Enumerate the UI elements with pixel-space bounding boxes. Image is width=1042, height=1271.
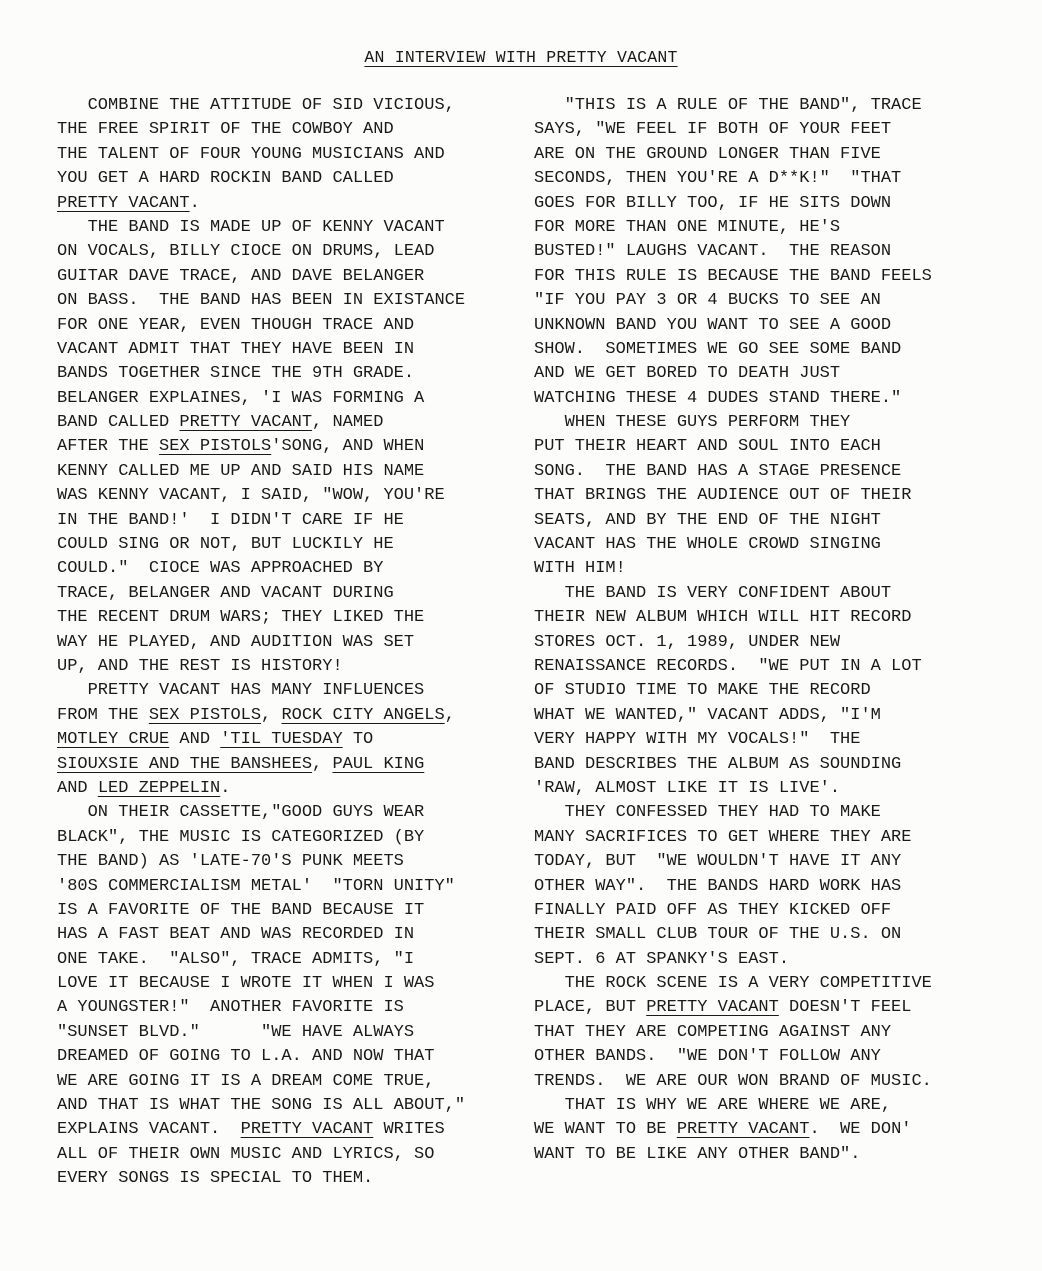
text-line xyxy=(534,143,1024,167)
text-line xyxy=(534,1094,1024,1118)
text-segment: SAYS, "WE FEEL IF BOTH OF YOUR FEET xyxy=(534,120,892,140)
text-line xyxy=(534,606,1024,630)
underlined-name: PRETTY VACANT xyxy=(57,193,190,213)
text-line xyxy=(534,996,1024,1020)
article-title xyxy=(0,48,1042,67)
text-segment: WE WANT TO BE xyxy=(534,1120,677,1140)
text-segment: WHEN THESE GUYS PERFORM THEY xyxy=(534,413,851,433)
text-segment: OTHER BANDS. "WE DON'T FOLLOW ANY xyxy=(534,1047,881,1067)
text-line xyxy=(57,192,537,216)
text-segment: FOR THIS RULE IS BECAUSE THE BAND FEELS xyxy=(534,266,932,286)
text-line xyxy=(57,387,537,411)
text-segment: WITH HIM! xyxy=(534,559,626,579)
text-line xyxy=(534,460,1024,484)
text-segment: DREAMED OF GOING TO L.A. AND NOW THAT xyxy=(57,1047,435,1067)
text-line xyxy=(534,240,1024,264)
text-segment: GUITAR DAVE TRACE, AND DAVE BELANGER xyxy=(57,266,425,286)
text-segment: COMBINE THE ATTITUDE OF SID VICIOUS, xyxy=(57,96,455,115)
text-line xyxy=(57,338,537,362)
text-segment: BAND DESCRIBES THE ALBUM AS SOUNDING xyxy=(534,754,902,774)
text-line xyxy=(57,777,537,801)
text-segment: PUT THEIR HEART AND SOUL INTO EACH xyxy=(534,437,881,457)
text-segment: . WE DON' xyxy=(809,1120,912,1140)
text-segment: VACANT ADMIT THAT THEY HAVE BEEN IN xyxy=(57,339,415,359)
text-segment: THEIR SMALL CLUB TOUR OF THE U.S. ON xyxy=(534,925,902,945)
text-segment: SEPT. 6 AT SPANKY'S EAST. xyxy=(534,949,790,969)
text-segment: UP, AND THE REST IS HISTORY! xyxy=(57,656,343,676)
text-segment: WHAT WE WANTED," VACANT ADDS, "I'M xyxy=(534,705,881,725)
text-segment: WRITES xyxy=(373,1120,445,1140)
text-segment: FROM THE xyxy=(57,705,149,725)
text-segment: , NAMED xyxy=(312,413,384,433)
text-line xyxy=(534,850,1024,874)
text-line xyxy=(534,314,1024,338)
text-segment: TO xyxy=(342,730,374,750)
text-segment: THAT BRINGS THE AUDIENCE OUT OF THEIR xyxy=(534,486,912,506)
text-line xyxy=(57,1070,537,1094)
text-line xyxy=(57,289,537,313)
text-segment: . xyxy=(189,193,200,213)
text-line xyxy=(57,899,537,923)
text-segment: AND xyxy=(57,778,98,798)
text-line xyxy=(57,435,537,459)
text-line xyxy=(534,899,1024,923)
text-segment: BAND CALLED xyxy=(57,413,180,433)
text-segment: THE FREE SPIRIT OF THE COWBOY AND xyxy=(57,120,394,140)
underlined-name: ROCK CITY ANGELS xyxy=(281,705,445,725)
text-segment: , xyxy=(312,754,333,774)
underlined-name: PRETTY VACANT xyxy=(676,1120,810,1140)
text-line xyxy=(57,167,537,191)
text-line xyxy=(57,484,537,508)
text-line xyxy=(57,411,537,435)
text-segment: TRENDS. WE ARE OUR WON BRAND OF MUSIC. xyxy=(534,1071,932,1091)
text-segment: DOESN'T FEEL xyxy=(778,998,912,1018)
underlined-name: PRETTY VACANT xyxy=(646,998,779,1018)
text-segment: KENNY CALLED ME UP AND SAID HIS NAME xyxy=(57,461,425,481)
text-segment: THE BAND IS VERY CONFIDENT ABOUT xyxy=(534,583,892,603)
text-line xyxy=(534,216,1024,240)
text-line xyxy=(57,362,537,386)
text-line xyxy=(57,460,537,484)
text-line xyxy=(57,509,537,533)
text-segment: "THIS IS A RULE OF THE BAND", TRACE xyxy=(534,96,922,115)
text-segment: COULD SING OR NOT, BUT LUCKILY HE xyxy=(57,535,394,555)
text-segment: . xyxy=(220,778,231,798)
text-line xyxy=(534,1070,1024,1094)
text-segment: AND WE GET BORED TO DEATH JUST xyxy=(534,364,841,384)
text-line xyxy=(57,972,537,996)
text-segment: EVERY SONGS IS SPECIAL TO THEM. xyxy=(57,1169,374,1189)
text-segment: ALL OF THEIR OWN MUSIC AND LYRICS, SO xyxy=(57,1144,435,1164)
text-segment: 'SONG, AND WHEN xyxy=(271,437,425,457)
text-line xyxy=(57,753,537,777)
text-segment: WANT TO BE LIKE ANY OTHER BAND". xyxy=(534,1144,861,1164)
text-segment: AND xyxy=(169,730,221,750)
text-line xyxy=(57,557,537,581)
text-line xyxy=(57,94,537,118)
text-line xyxy=(534,411,1024,435)
underlined-name: SEX PISTOLS xyxy=(159,437,272,457)
text-line xyxy=(57,1045,537,1069)
text-line xyxy=(57,875,537,899)
text-segment: THEY CONFESSED THEY HAD TO MAKE xyxy=(534,803,881,823)
text-segment: ONE TAKE. "ALSO", TRACE ADMITS, "I xyxy=(57,949,415,969)
underlined-name: MOTLEY CRUE xyxy=(57,730,170,750)
text-line xyxy=(534,875,1024,899)
right-column xyxy=(534,94,1024,1167)
text-segment: THE TALENT OF FOUR YOUNG MUSICIANS AND xyxy=(57,144,445,164)
text-segment: FOR MORE THAN ONE MINUTE, HE'S xyxy=(534,217,841,237)
text-segment: UNKNOWN BAND YOU WANT TO SEE A GOOD xyxy=(534,315,892,335)
text-line xyxy=(534,631,1024,655)
text-line xyxy=(57,582,537,606)
text-line xyxy=(534,118,1024,142)
text-line xyxy=(57,996,537,1020)
text-segment: THE BAND) AS 'LATE-70'S PUNK MEETS xyxy=(57,852,404,872)
text-segment: OF STUDIO TIME TO MAKE THE RECORD xyxy=(534,681,871,701)
text-line xyxy=(57,314,537,338)
text-line xyxy=(57,240,537,264)
text-line xyxy=(534,704,1024,728)
text-line xyxy=(534,435,1024,459)
text-segment: PLACE, BUT xyxy=(534,998,647,1018)
text-segment: A YOUNGSTER!" ANOTHER FAVORITE IS xyxy=(57,998,404,1018)
text-segment: SONG. THE BAND HAS A STAGE PRESENCE xyxy=(534,461,902,481)
text-line xyxy=(57,826,537,850)
text-line xyxy=(534,728,1024,752)
text-line xyxy=(57,143,537,167)
text-line xyxy=(534,972,1024,996)
text-segment: TRACE, BELANGER AND VACANT DURING xyxy=(57,583,394,603)
text-segment: '80S COMMERCIALISM METAL' "TORN UNITY" xyxy=(57,876,455,896)
text-line xyxy=(534,289,1024,313)
underlined-name: PRETTY VACANT xyxy=(179,413,313,433)
text-line xyxy=(534,167,1024,191)
left-column xyxy=(57,94,537,1192)
text-segment: SHOW. SOMETIMES WE GO SEE SOME BAND xyxy=(534,339,902,359)
underlined-name: PAUL KING xyxy=(332,754,425,774)
text-segment: IS A FAVORITE OF THE BAND BECAUSE IT xyxy=(57,900,425,920)
underlined-name: SIOUXSIE AND THE BANSHEES xyxy=(57,754,313,774)
text-line xyxy=(57,265,537,289)
text-segment: BLACK", THE MUSIC IS CATEGORIZED (BY xyxy=(57,827,425,847)
text-segment: , xyxy=(444,705,455,725)
text-segment: 'RAW, ALMOST LIKE IT IS LIVE'. xyxy=(534,778,841,798)
text-line xyxy=(534,192,1024,216)
text-line xyxy=(534,679,1024,703)
text-segment: VERY HAPPY WITH MY VOCALS!" THE xyxy=(534,730,861,750)
text-segment: ON BASS. THE BAND HAS BEEN IN EXISTANCE xyxy=(57,291,466,311)
underlined-name: LED ZEPPELIN xyxy=(97,778,221,798)
text-line xyxy=(57,923,537,947)
text-segment: FOR ONE YEAR, EVEN THOUGH TRACE AND xyxy=(57,315,415,335)
text-line xyxy=(534,557,1024,581)
text-segment: THE BAND IS MADE UP OF KENNY VACANT xyxy=(57,217,445,237)
text-line xyxy=(57,801,537,825)
text-segment: SECONDS, THEN YOU'RE A D**K!" "THAT xyxy=(534,169,902,189)
text-segment: WAY HE PLAYED, AND AUDITION WAS SET xyxy=(57,632,415,652)
text-segment: THE RECENT DRUM WARS; THEY LIKED THE xyxy=(57,608,425,628)
text-line xyxy=(534,1143,1024,1167)
text-segment: BANDS TOGETHER SINCE THE 9TH GRADE. xyxy=(57,364,415,384)
text-line xyxy=(534,94,1024,118)
text-segment: YOU GET A HARD ROCKIN BAND CALLED xyxy=(57,169,394,189)
text-line xyxy=(57,728,537,752)
text-line xyxy=(534,1021,1024,1045)
text-line xyxy=(534,1045,1024,1069)
text-line xyxy=(534,777,1024,801)
text-segment: ON VOCALS, BILLY CIOCE ON DRUMS, LEAD xyxy=(57,242,435,262)
text-line xyxy=(57,948,537,972)
text-line xyxy=(534,338,1024,362)
text-segment: SEATS, AND BY THE END OF THE NIGHT xyxy=(534,510,881,530)
text-segment: MANY SACRIFICES TO GET WHERE THEY ARE xyxy=(534,827,912,847)
text-segment: COULD." CIOCE WAS APPROACHED BY xyxy=(57,559,384,579)
text-line xyxy=(534,801,1024,825)
text-line xyxy=(57,1118,537,1142)
text-segment: VACANT HAS THE WHOLE CROWD SINGING xyxy=(534,535,881,555)
text-line xyxy=(534,655,1024,679)
text-segment: , xyxy=(261,705,282,725)
underlined-name: 'TIL TUESDAY xyxy=(220,730,343,750)
text-line xyxy=(57,118,537,142)
text-line xyxy=(534,362,1024,386)
text-segment: GOES FOR BILLY TOO, IF HE SITS DOWN xyxy=(534,193,892,213)
text-line xyxy=(57,679,537,703)
text-line xyxy=(57,1167,537,1191)
text-segment: RENAISSANCE RECORDS. "WE PUT IN A LOT xyxy=(534,656,922,676)
text-line xyxy=(534,1118,1024,1142)
text-segment: PRETTY VACANT HAS MANY INFLUENCES xyxy=(57,681,425,701)
text-line xyxy=(534,533,1024,557)
text-line xyxy=(534,923,1024,947)
text-segment: FINALLY PAID OFF AS THEY KICKED OFF xyxy=(534,900,892,920)
text-line xyxy=(57,1021,537,1045)
text-line xyxy=(534,826,1024,850)
text-line xyxy=(534,265,1024,289)
text-line xyxy=(57,216,537,240)
text-segment: HAS A FAST BEAT AND WAS RECORDED IN xyxy=(57,925,415,945)
article-title-text: AN INTERVIEW WITH PRETTY VACANT xyxy=(364,48,678,67)
text-segment: EXPLAINS VACANT. xyxy=(57,1120,241,1140)
text-segment: THAT THEY ARE COMPETING AGAINST ANY xyxy=(534,1022,892,1042)
text-segment: BUSTED!" LAUGHS VACANT. THE REASON xyxy=(534,242,892,262)
text-line xyxy=(534,509,1024,533)
underlined-name: SEX PISTOLS xyxy=(148,705,262,725)
text-segment: THAT IS WHY WE ARE WHERE WE ARE, xyxy=(534,1096,892,1116)
text-segment: AFTER THE xyxy=(57,437,160,457)
text-line xyxy=(57,533,537,557)
text-line xyxy=(534,582,1024,606)
text-segment: OTHER WAY". THE BANDS HARD WORK HAS xyxy=(534,876,902,896)
text-segment: BELANGER EXPLAINES, 'I WAS FORMING A xyxy=(57,388,425,408)
text-line xyxy=(534,948,1024,972)
text-line xyxy=(57,850,537,874)
text-segment: AND THAT IS WHAT THE SONG IS ALL ABOUT," xyxy=(57,1096,466,1116)
text-line xyxy=(57,1143,537,1167)
text-segment: THEIR NEW ALBUM WHICH WILL HIT RECORD xyxy=(534,608,912,628)
underlined-name: PRETTY VACANT xyxy=(240,1120,374,1140)
text-line xyxy=(57,1094,537,1118)
text-line xyxy=(57,655,537,679)
text-line xyxy=(534,387,1024,411)
text-segment: ON THEIR CASSETTE,"GOOD GUYS WEAR xyxy=(57,803,425,823)
text-line xyxy=(57,606,537,630)
text-segment: WE ARE GOING IT IS A DREAM COME TRUE, xyxy=(57,1071,435,1091)
text-line xyxy=(57,631,537,655)
text-segment: ARE ON THE GROUND LONGER THAN FIVE xyxy=(534,144,881,164)
text-segment: LOVE IT BECAUSE I WROTE IT WHEN I WAS xyxy=(57,974,435,994)
text-segment: TODAY, BUT "WE WOULDN'T HAVE IT ANY xyxy=(534,852,902,872)
text-segment: "SUNSET BLVD." "WE HAVE ALWAYS xyxy=(57,1022,415,1042)
text-segment: STORES OCT. 1, 1989, UNDER NEW xyxy=(534,632,841,652)
text-line xyxy=(534,484,1024,508)
text-line xyxy=(534,753,1024,777)
text-segment: WAS KENNY VACANT, I SAID, "WOW, YOU'RE xyxy=(57,486,445,506)
text-segment: WATCHING THESE 4 DUDES STAND THERE." xyxy=(534,388,902,408)
text-segment: IN THE BAND!' I DIDN'T CARE IF HE xyxy=(57,510,404,530)
text-segment: "IF YOU PAY 3 OR 4 BUCKS TO SEE AN xyxy=(534,291,881,311)
text-segment: THE ROCK SCENE IS A VERY COMPETITIVE xyxy=(534,974,932,994)
text-line xyxy=(57,704,537,728)
